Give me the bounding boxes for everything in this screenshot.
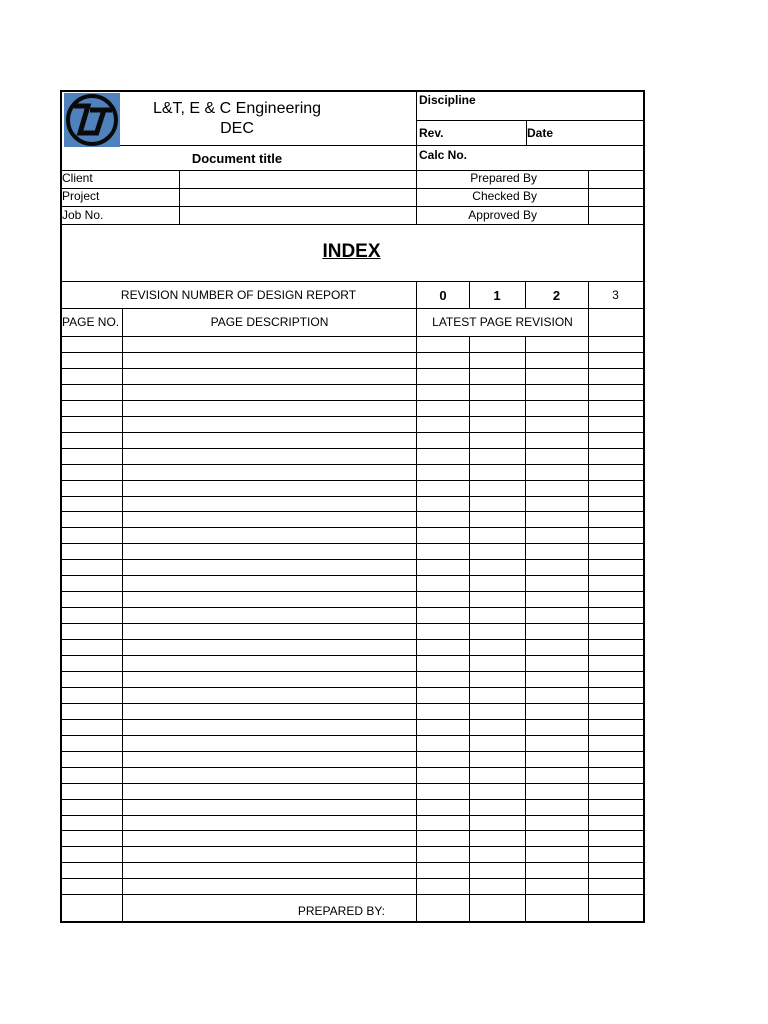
table-row [60, 894, 645, 895]
prepared-by-label: Prepared By [470, 171, 537, 185]
grid-line [469, 336, 470, 923]
table-row [60, 846, 645, 847]
grid-line [60, 188, 645, 189]
table-row [60, 464, 645, 465]
job-no-label: Job No. [62, 208, 104, 222]
grid-line [416, 281, 417, 923]
grid-line [60, 224, 645, 225]
table-row [60, 543, 645, 544]
table-row [60, 511, 645, 512]
grid-line [416, 145, 645, 146]
table-row [60, 799, 645, 800]
table-row [60, 703, 645, 704]
table-row [60, 416, 645, 417]
footer-prepared-by-label: PREPARED BY: [297, 904, 385, 918]
grid-line [525, 281, 526, 308]
revision-1: 1 [493, 288, 501, 303]
approved-by-label: Approved By [468, 208, 537, 222]
table-row [60, 527, 645, 528]
table-row [60, 767, 645, 768]
grid-line [60, 308, 645, 309]
grid-line [60, 336, 645, 337]
client-label: Client [62, 171, 93, 185]
table-row [60, 575, 645, 576]
document-title-label: Document title [191, 151, 283, 166]
grid-line [60, 281, 645, 282]
revision-number-label: REVISION NUMBER OF DESIGN REPORT [120, 288, 357, 302]
table-row [60, 639, 645, 640]
grid-line [525, 336, 526, 923]
table-row [60, 878, 645, 879]
table-row [60, 815, 645, 816]
company-division: DEC [220, 120, 254, 137]
table-row [60, 352, 645, 353]
table-row [60, 719, 645, 720]
grid-line [179, 170, 180, 224]
latest-page-revision-header: LATEST PAGE REVISION [432, 315, 573, 329]
checked-by-label: Checked By [472, 189, 537, 203]
table-row [60, 735, 645, 736]
project-label: Project [62, 189, 100, 203]
table-row [60, 400, 645, 401]
grid-line [416, 90, 417, 224]
page-description-header: PAGE DESCRIPTION [210, 315, 329, 329]
company-logo [64, 93, 120, 147]
page-no-header: PAGE NO. [62, 315, 120, 329]
table-row [60, 862, 645, 863]
table-row [60, 623, 645, 624]
table-row [60, 496, 645, 497]
date-label: Date [527, 126, 554, 140]
table-row [60, 783, 645, 784]
grid-line [120, 145, 416, 146]
table-row [60, 448, 645, 449]
lt-logo-icon [64, 93, 120, 147]
index-title: INDEX [322, 241, 381, 262]
table-row [60, 687, 645, 688]
company-name: L&T, E & C Engineering [152, 100, 322, 117]
grid-line [60, 170, 645, 171]
revision-2: 2 [552, 288, 561, 303]
table-row [60, 480, 645, 481]
table-row [60, 591, 645, 592]
revision-3: 3 [612, 288, 619, 302]
table-row [60, 830, 645, 831]
table-row [60, 368, 645, 369]
rev-label: Rev. [419, 126, 444, 140]
grid-line [526, 120, 527, 145]
table-row [60, 607, 645, 608]
grid-line [416, 120, 645, 121]
grid-line [60, 206, 645, 207]
table-row [60, 384, 645, 385]
grid-line [588, 281, 589, 923]
table-row [60, 559, 645, 560]
revision-0: 0 [439, 288, 447, 303]
calc-no-label: Calc No. [419, 148, 468, 162]
grid-line [469, 281, 470, 308]
table-row [60, 655, 645, 656]
index-sheet [60, 90, 645, 923]
grid-line [588, 170, 589, 224]
discipline-label: Discipline [419, 93, 476, 107]
table-row [60, 751, 645, 752]
table-row [60, 432, 645, 433]
table-row [60, 671, 645, 672]
